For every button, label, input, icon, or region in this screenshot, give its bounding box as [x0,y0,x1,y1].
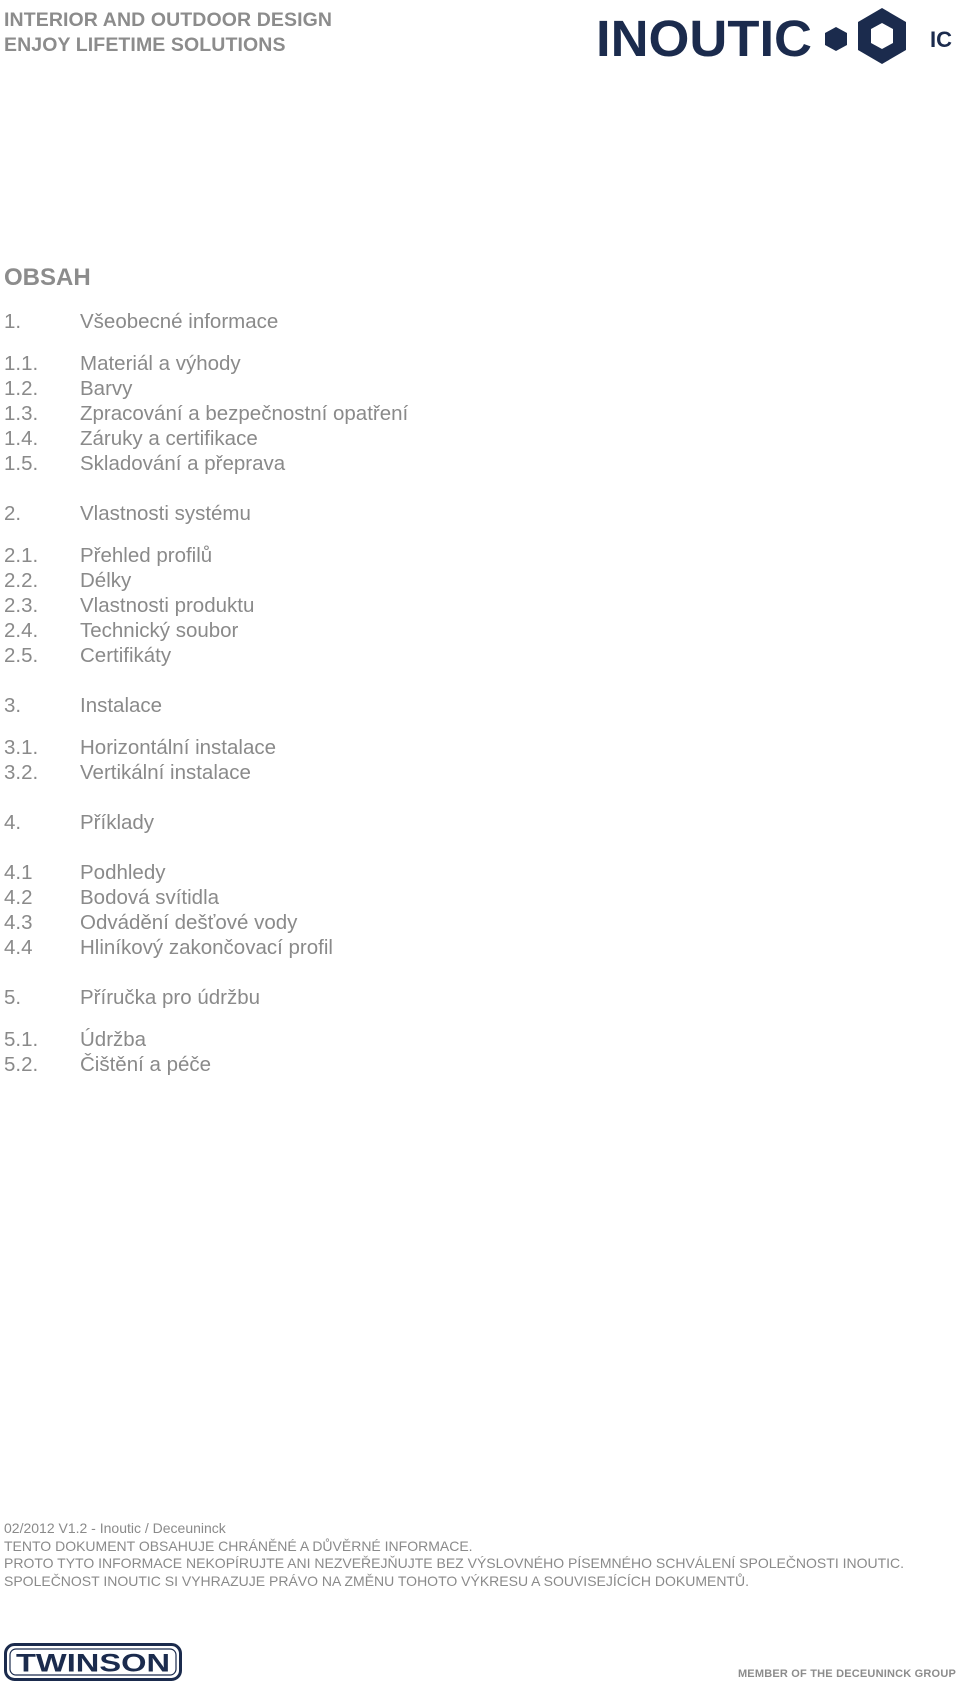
toc-label: Skladování a přeprava [80,452,286,475]
notice-line-2: PROTO TYTO INFORMACE NEKOPÍRUJTE ANI NEZVEŘEJŇUJTE BEZ VÝSLOVNÉHO PÍSEMNÉHO SCHVÁLENÍ SPOLEČNOSTI INOUTIC. [4,1555,905,1572]
toc-label: Vertikální instalace [80,761,251,784]
notice-line-1: TENTO DOKUMENT OBSAHUJE CHRÁNĚNÉ A DŮVĚRNÉ INFORMACE. [4,1537,473,1554]
toc-label: Vlastnosti systému [80,502,251,525]
toc-number: 4.3 [4,911,33,934]
toc-title: OBSAH [4,264,91,291]
logo-text: INOUTIC [596,10,812,64]
toc-label: Podhledy [80,861,166,884]
toc-number: 3.2. [4,761,39,784]
toc-number: 3. [4,694,22,717]
toc-label: Záruky a certifikace [80,427,258,450]
tagline-line-1: INTERIOR AND OUTDOOR DESIGN [4,9,333,31]
toc-label: Údržba [80,1028,147,1051]
toc-number: 1. [4,310,22,333]
toc-number: 1.5. [4,452,39,475]
toc-label: Certifikáty [80,644,172,667]
inoutic-logo [596,6,960,64]
toc-number: 1.3. [4,402,39,425]
toc-number: 4.4 [4,936,33,959]
toc-label: Technický soubor [80,619,239,642]
toc-number: 2.5. [4,644,39,667]
toc-number: 1.2. [4,377,39,400]
toc-label: Odvádění dešťové vody [80,911,298,934]
toc-label: Bodová svítidla [80,886,220,909]
twinson-logo [4,1643,182,1681]
notice-line-3: SPOLEČNOST INOUTIC SI VYHRAZUJE PRÁVO NA ZMĚNU TOHOTO VÝKRESU A SOUVISEJÍCÍCH DOKUMENTŮ. [4,1572,749,1589]
toc-label: Horizontální instalace [80,736,276,759]
toc-label: Příklady [80,811,155,834]
toc-number: 5.1. [4,1028,39,1051]
toc-label: Materiál a výhody [80,352,241,375]
member-of-group: MEMBER OF THE DECEUNINCK GROUP [737,1668,956,1680]
toc-number: 4. [4,811,22,834]
logo-hexagon-small-icon [825,27,847,51]
toc-label: Hliníkový zakončovací profil [80,936,333,959]
footer-notice [4,1520,904,1590]
header-tagline [4,8,332,58]
toc-label: Přehled profilů [80,544,213,567]
toc-label: Vlastnosti produktu [80,594,255,617]
toc-number: 2. [4,502,22,525]
toc-number: 4.1 [4,861,33,884]
toc-number: 5.2. [4,1053,39,1076]
toc-label: Čištění a péče [80,1053,212,1076]
tagline-line-2: ENJOY LIFETIME SOLUTIONS [4,34,286,56]
toc-number: 1.1. [4,352,39,375]
twinson-text: TWINSON [16,1649,170,1678]
document-version: 02/2012 V1.2 - Inoutic / Deceuninck [4,1520,226,1536]
toc-label: Všeobecné informace [80,310,279,333]
toc-number: 4.2 [4,886,33,909]
logo-suffix: IC [930,27,952,52]
toc-label: Příručka pro údržbu [80,986,261,1009]
toc-label: Délky [80,569,132,592]
toc-number: 1.4. [4,427,39,450]
toc-label: Zpracování a bezpečnostní opatření [80,402,409,425]
toc-number: 5. [4,986,22,1009]
toc-number: 2.2. [4,569,39,592]
toc-number: 3.1. [4,736,39,759]
toc-number: 2.4. [4,619,39,642]
toc-number: 2.1. [4,544,39,567]
toc-label: Instalace [80,694,163,717]
toc-number: 2.3. [4,594,39,617]
toc-label: Barvy [80,377,133,400]
